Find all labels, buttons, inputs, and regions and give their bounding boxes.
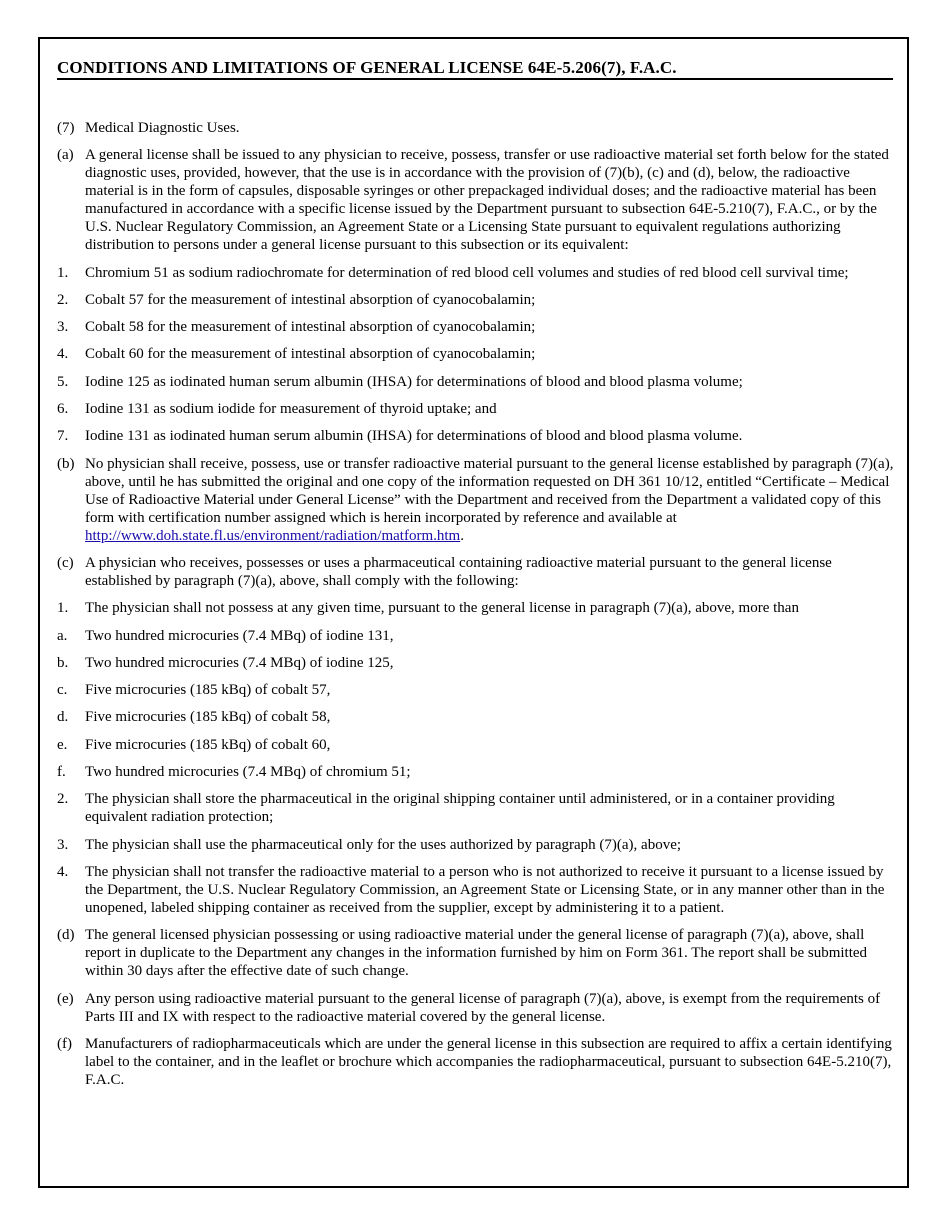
list-marker: c. [57, 682, 68, 699]
paragraph-b [57, 455, 897, 545]
list-marker: (b) [57, 455, 75, 472]
list-item [57, 736, 897, 754]
list-marker: 2. [57, 291, 69, 308]
paragraph-b-end: . [460, 527, 464, 544]
paragraph-list-c-f [57, 554, 897, 1089]
list-item-text: Five microcuries (185 kBq) of cobalt 60, [85, 736, 331, 753]
list-marker: (d) [57, 927, 75, 944]
list-item [57, 627, 897, 645]
paragraph-b-text [85, 455, 897, 545]
list-marker: 3. [57, 836, 69, 853]
list-item-text: The physician shall store the pharmaceutical in the original shipping container until administered, or in a container providing equivalent radiation protection; [85, 791, 835, 826]
list-item-text: Two hundred microcuries (7.4 MBq) of iodine 131, [85, 627, 394, 644]
title-rule [57, 78, 893, 80]
list-item [57, 427, 897, 445]
list-item [57, 708, 897, 726]
list-marker: (a) [57, 147, 74, 164]
list-item-text: The physician shall use the pharmaceutical only for the uses authorized by paragraph (7)(a), above; [85, 836, 682, 853]
paragraph-list-a [57, 119, 897, 445]
list-item [57, 146, 897, 254]
list-item [57, 599, 897, 617]
list-item-text: Five microcuries (185 kBq) of cobalt 57, [85, 682, 331, 699]
list-item [57, 291, 897, 309]
list-marker: 5. [57, 373, 69, 390]
list-item [57, 554, 897, 590]
list-marker: 7. [57, 428, 69, 445]
list-marker: (e) [57, 990, 74, 1007]
list-item [57, 1035, 897, 1089]
list-marker: 6. [57, 401, 69, 418]
list-item-text: A general license shall be issued to any physician to receive, possess, transfer or use radioactive material set forth below for the stated diagnostic uses, provided, however, that the use is in accordance with the provision of (7)(b), (c) and (d), below, the radioactive material is in the form of capsules, disposable syringes or other prepackaged individual doses; and the radioactive material has been manufactured in accordance with a specific license issued by the Department pursuant to subsection 64E-5.210(7), F.A.C., or by the U.S. Nuclear Regulatory Commission, an Agreement State or a Licensing State pursuant to equivalent regulations authorizing distribution to persons under a general license pursuant to this subsection or its equivalent: [85, 147, 889, 254]
list-marker: a. [57, 627, 68, 644]
list-item-text: Iodine 131 as iodinated human serum albumin (IHSA) for determinations of blood and blood plasma volume. [85, 428, 743, 445]
list-marker: d. [57, 709, 69, 726]
list-item-text: A physician who receives, possesses or uses a pharmaceutical containing radioactive material pursuant to the general license established by paragraph (7)(a), above, shall comply with the following: [85, 554, 832, 589]
list-item-text: Two hundred microcuries (7.4 MBq) of chromium 51; [85, 764, 411, 781]
document-body [57, 119, 897, 1098]
list-marker: 4. [57, 346, 69, 363]
list-item [57, 318, 897, 336]
list-marker: e. [57, 736, 68, 753]
list-item-text: Chromium 51 as sodium radiochromate for determination of red blood cell volumes and studies of red blood cell survival time; [85, 264, 849, 281]
list-item [57, 119, 897, 137]
list-item-text: Cobalt 58 for the measurement of intestinal absorption of cyanocobalamin; [85, 319, 536, 336]
list-item-text: Manufacturers of radiopharmaceuticals which are under the general license in this subsection are required to affix a certain identifying label to the container, and in the leaflet or brochure which accompanies the radiopharmaceutical, pursuant to subsection 64E-5.210(7), F.A.C. [85, 1035, 892, 1088]
list-item [57, 790, 897, 826]
list-item [57, 654, 897, 672]
document-title: CONDITIONS AND LIMITATIONS OF GENERAL LICENSE 64E-5.206(7), F.A.C. [57, 58, 677, 77]
list-marker: 1. [57, 600, 69, 617]
list-marker: 1. [57, 264, 69, 281]
list-item [57, 926, 897, 980]
matform-link[interactable]: http://www.doh.state.fl.us/environment/radiation/matform.htm [85, 527, 461, 544]
list-item-text: Any person using radioactive material pursuant to the general license of paragraph (7)(a), above, is exempt from the requirements of Parts III and IX with respect to the radioactive material covered by the general license. [85, 990, 881, 1025]
list-item-text: Medical Diagnostic Uses. [85, 120, 240, 136]
list-item [57, 373, 897, 391]
list-item [57, 836, 897, 854]
list-item [57, 863, 897, 917]
list-item-text: The physician shall not possess at any given time, pursuant to the general license in paragraph (7)(a), above, more than [85, 600, 799, 617]
list-item-text: Two hundred microcuries (7.4 MBq) of iodine 125, [85, 654, 394, 671]
list-marker: b. [57, 654, 69, 671]
list-item [57, 345, 897, 363]
list-item [57, 763, 897, 781]
list-item-text: Cobalt 60 for the measurement of intestinal absorption of cyanocobalamin; [85, 346, 536, 363]
list-item-text: Five microcuries (185 kBq) of cobalt 58, [85, 709, 331, 726]
list-item-text: Iodine 125 as iodinated human serum albumin (IHSA) for determinations of blood and blood plasma volume; [85, 373, 743, 390]
list-item-text: The general licensed physician possessing or using radioactive material under the general license of paragraph (7)(a), above, shall report in duplicate to the Department any changes in the information furnished by him on Form 361. The report shall be submitted within 30 days after the effective date of such change. [85, 927, 868, 980]
list-marker: (c) [57, 554, 74, 571]
list-item-text: Iodine 131 as sodium iodide for measurement of thyroid uptake; and [85, 401, 497, 418]
paragraph-b-body: No physician shall receive, possess, use or transfer radioactive material pursuant to the general license established by paragraph (7)(a), above, until he has submitted the original and one copy of the information requested on DH 361 10/12, entitled “Certificate – Medical Use of Radioactive Material under General License” with the Department and received from the Department a validated copy of this form with certification number assigned which is herein incorporated by reference and available at [85, 455, 894, 526]
list-item [57, 681, 897, 699]
list-item-text: The physician shall not transfer the radioactive material to a person who is not authorized to receive it pursuant to a license issued by the Department, the U.S. Nuclear Regulatory Commission, an Agreement State or Licensing State, or in any manner other than in the unopened, labeled shipping container as received from the supplier, except by administering it to a patient. [85, 863, 885, 916]
list-marker: (f) [57, 1035, 72, 1052]
document-frame [38, 37, 909, 1188]
list-marker: (7) [57, 120, 75, 136]
list-marker: f. [57, 764, 66, 781]
list-item [57, 400, 897, 418]
list-item [57, 990, 897, 1026]
list-marker: 4. [57, 863, 69, 880]
list-marker: 2. [57, 791, 69, 808]
list-item-text: Cobalt 57 for the measurement of intestinal absorption of cyanocobalamin; [85, 291, 536, 308]
list-item [57, 264, 897, 282]
list-marker: 3. [57, 319, 69, 336]
